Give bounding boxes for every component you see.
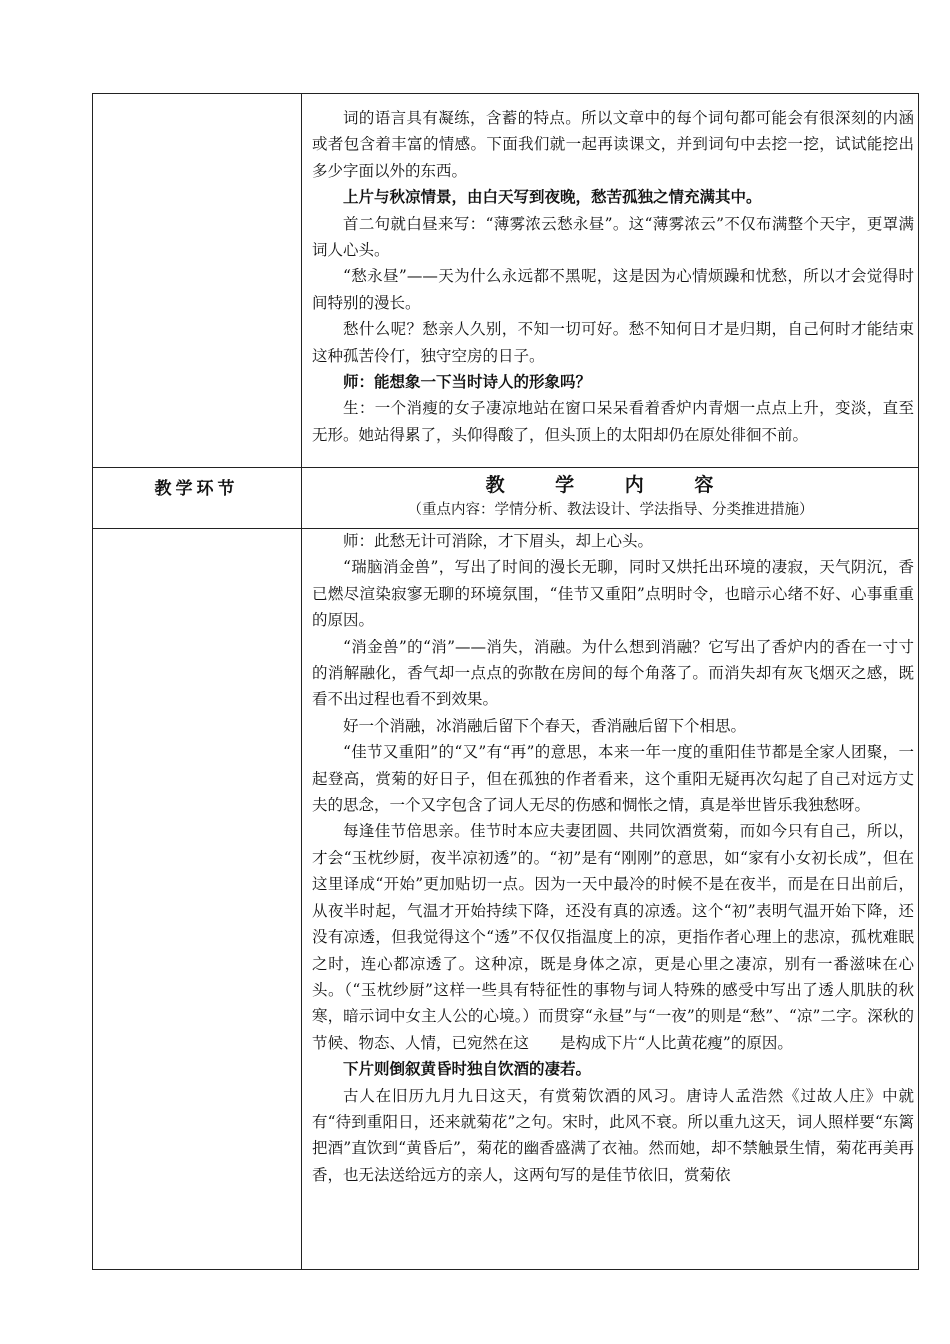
paragraph: 师：能想象一下当时诗人的形象吗？ xyxy=(343,372,592,392)
bottom-content-cell xyxy=(312,528,914,1188)
paragraph: “瑞脑消金兽”，写出了时间的漫长无聊，同时又烘托出环境的凄寂，天气阴沉，香已燃尽渲染寂寥无聊的环境氛围，“佳节又重阳”点明时令，也暗示心绪不好、心事重重的原因。 xyxy=(312,558,914,630)
column-divider-top xyxy=(301,93,302,467)
paragraph: 好一个消融，冰消融后留下个春天，香消融后留下个相思。 xyxy=(343,716,747,735)
column-divider-bottom xyxy=(301,528,302,1270)
paragraph: 每逢佳节倍思亲。佳节时本应夫妻团圆、共同饮酒赏菊，而如今只有自己，所以，才会“玉枕纱厨，夜半凉初透”的。“初”是有“刚刚”的意思，如“家有小女初长成”，但在这里译成“开始”更加贴切一点。因为一天中最冷的时候不是在夜半，而是在日出前后，从夜半时起，气温才开始持续下降，还没有真的凉透。这个“初”表明气温开始下降，还没有凉透，但我觉得这个“透”不仅仅指温度上的凉，更指作者心理上的悲凉，孤枕难眠之时，连心都凉透了。这种凉，既是身体之凉，更是心里之凄凉，别有一番滋味在心头。（“玉枕纱厨”这样一些具有特征性的事物与词人特殊的感受中写出了透人肌肤的秋寒，暗示词中女主人公的心境。）而贯穿“永昼”与“一夜”的则是“愁”、“凉”二字。深秋的节候、物态、人情，已宛然在这 是构成下片“人比黄花瘦”的原因。 xyxy=(312,822,914,1052)
section-header-subtitle: （重点内容：学情分析、教法设计、学法指导、分类推进措施） xyxy=(407,502,814,518)
paragraph: 古人在旧历九月九日这天，有赏菊饮酒的风习。唐诗人孟浩然《过故人庄》中就有“待到重阳日，还来就菊花”之句。宋时，此风不衰。所以重九这天，词人照样要“东篱把酒”直饮到“黄昏后”，菊花的幽香盛满了衣袖。然而她，却不禁触景生情，菊花再美再香，也无法送给远方的亲人，这两句写的是佳节依旧，赏菊依 xyxy=(312,1086,914,1184)
paragraph: 首二句就白昼来写：“薄雾浓云愁永昼”。这“薄雾浓云”不仅布满整个天宇，更罩满词人心头。 xyxy=(312,214,914,260)
paragraph: “佳节又重阳”的“又”有“再”的意思，本来一年一度的重阳佳节都是全家人团聚，一起登高，赏菊的好日子，但在孤独的作者看来，这个重阳无疑再次勾起了自己对远方丈夫的思念，一个又字包含了词人无尽的伤感和惆怅之情，真是举世皆乐我独愁呀。 xyxy=(312,743,914,815)
paragraph: 师：此愁无计可消除，才下眉头，却上心头。 xyxy=(343,532,654,550)
paragraph: “愁永昼”——天为什么永远都不黑呢，这是因为心情烦躁和忧愁，所以才会觉得时间特别的漫长。 xyxy=(312,267,914,312)
row-divider-1 xyxy=(92,467,919,468)
paragraph: 上片与秋凉情景，由白天写到夜晚，愁苦孤独之情充满其中。 xyxy=(343,187,762,207)
paragraph: 下片则倒叙黄昏时独自饮酒的凄若。 xyxy=(343,1059,592,1079)
paragraph: “消金兽”的“消”——消失，消融。为什么想到消融？它写出了香炉内的香在一寸寸的消解融化，香气却一点点的弥散在房间的每个角落了。而消失却有灰飞烟灭之感，既看不出过程也看不到效果。 xyxy=(312,637,914,709)
paragraph: 愁什么呢？愁亲人久别，不知一切可好。愁不知何日才是归期，自己何时才能结束这种孤苦伶仃，独守空房的日子。 xyxy=(312,320,914,365)
paragraph: 词的语言具有凝练，含蓄的特点。所以文章中的每个词句都可能会有很深刻的内涵或者包含着丰富的情感。下面我们就一起再读课文，并到词句中去挖一挖，试试能挖出多少字面以外的东西。 xyxy=(312,109,914,180)
section-header-teaching-stage: 教学环节 xyxy=(154,479,239,499)
paragraph: 生：一个消瘦的女子凄凉地站在窗口呆呆看着香炉内青烟一点点上升，变淡，直至无形。她站得累了，头仰得酸了，但头顶上的太阳却仍在原处徘徊不前。 xyxy=(312,399,914,444)
section-header-teaching-content: 教 学 内 容 xyxy=(485,474,736,496)
top-content-cell xyxy=(312,105,914,448)
